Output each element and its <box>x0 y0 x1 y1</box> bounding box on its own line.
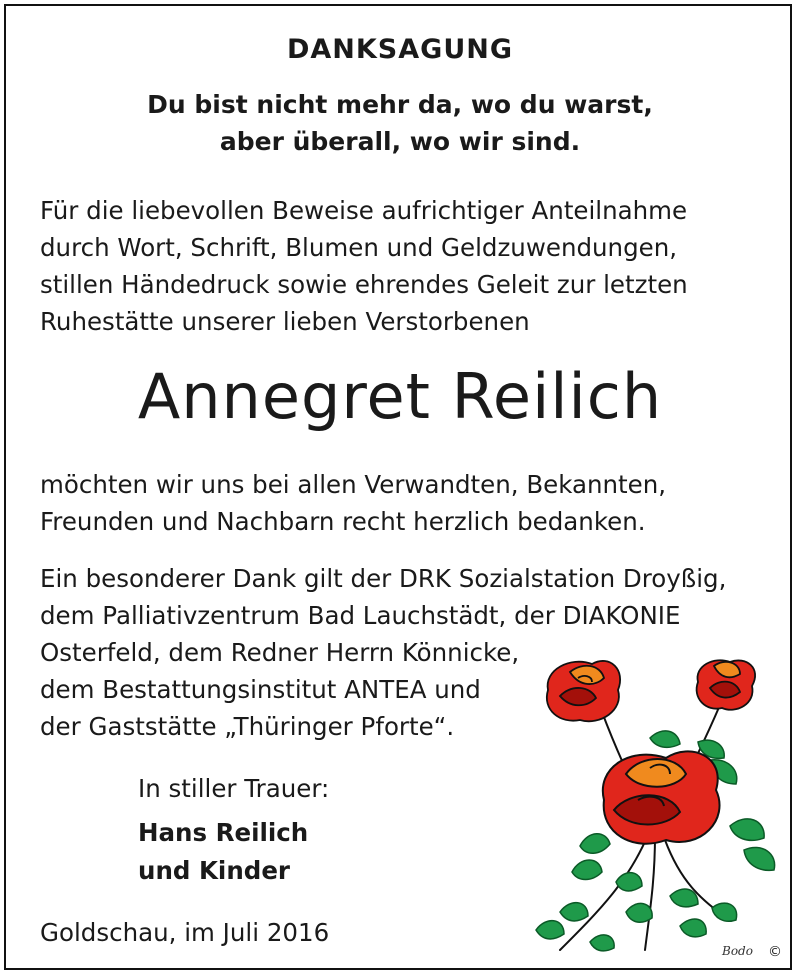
signature-intro: In stiller Trauer: <box>138 774 330 803</box>
special-line: Osterfeld, dem Redner Herrn Könnicke, <box>40 638 520 667</box>
special-line: dem Palliativzentrum Bad Lauchstädt, der DIAKONIE <box>40 601 681 630</box>
artist-signature: Bodo <box>722 944 753 958</box>
special-line: Ein besonderer Dank gilt der DRK Sozialstation Droyßig, <box>40 564 727 593</box>
quote-line-2: aber überall, wo wir sind. <box>219 127 581 156</box>
signature-name: Hans Reilich <box>138 818 309 847</box>
deceased-name: Annegret Reilich <box>137 360 663 433</box>
thanks-line: möchten wir uns bei allen Verwandten, Bekannten, <box>40 470 667 499</box>
special-line: dem Bestattungsinstitut ANTEA und <box>40 675 481 704</box>
special-line: der Gaststätte „Thüringer Pforte“. <box>40 712 455 741</box>
notice-heading: DANKSAGUNG <box>286 34 513 65</box>
place-date: Goldschau, im Juli 2016 <box>40 918 330 947</box>
roses-illustration-icon <box>530 650 795 960</box>
intro-line: Für die liebevollen Beweise aufrichtiger Anteilnahme <box>40 196 688 225</box>
signature-name: und Kinder <box>138 856 291 885</box>
intro-line: Ruhestätte unserer lieben Verstorbenen <box>40 307 530 336</box>
intro-line: durch Wort, Schrift, Blumen und Geldzuwendungen, <box>40 233 678 262</box>
intro-line: stillen Händedruck sowie ehrendes Geleit zur letzten <box>40 270 688 299</box>
thanks-line: Freunden und Nachbarn recht herzlich bedanken. <box>40 507 646 536</box>
quote-line-1: Du bist nicht mehr da, wo du warst, <box>147 90 653 119</box>
copyright-icon: © <box>768 944 782 960</box>
